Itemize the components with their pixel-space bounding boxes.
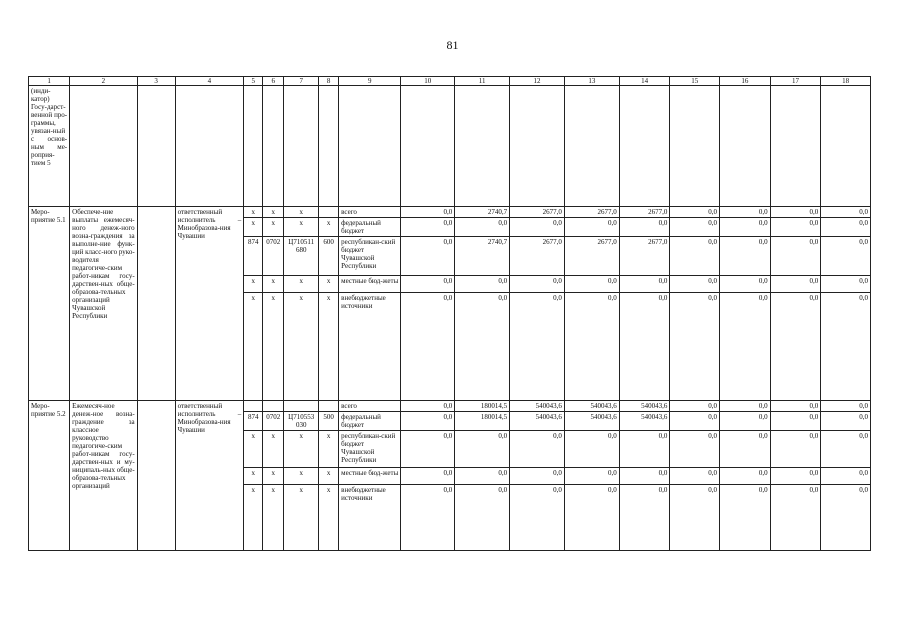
value-cell: 0,0 — [821, 412, 871, 431]
code-cell: х — [319, 431, 339, 468]
value-cell: 0,0 — [401, 207, 455, 218]
measure-col3 — [137, 401, 175, 551]
value-cell: 0,0 — [401, 237, 455, 276]
value-cell: 0,0 — [770, 431, 821, 468]
continuation-row — [29, 86, 871, 207]
value-cell: 0,0 — [510, 293, 565, 401]
value-cell: 0,0 — [720, 412, 771, 431]
code-cell: х — [284, 218, 319, 237]
code-cell: х — [263, 218, 284, 237]
value-cell: 0,0 — [770, 485, 821, 551]
code-cell: х — [284, 276, 319, 293]
value-cell: 0,0 — [670, 485, 720, 551]
header-cell: 13 — [564, 77, 619, 86]
value-cell: 0,0 — [564, 218, 619, 237]
measure-name: Меро-приятие 5.2 — [29, 401, 70, 551]
value-cell: 0,0 — [670, 237, 720, 276]
value-cell: 0,0 — [720, 207, 771, 218]
header-cell: 16 — [720, 77, 771, 86]
funding-source: местные бюд-жеты — [339, 468, 401, 485]
header-cell: 12 — [510, 77, 565, 86]
header-cell: 18 — [821, 77, 871, 86]
value-cell: 0,0 — [455, 276, 510, 293]
value-cell: 0,0 — [401, 218, 455, 237]
header-cell: 17 — [770, 77, 821, 86]
value-cell: 0,0 — [401, 412, 455, 431]
budget-table — [28, 76, 871, 551]
value-cell: 0,0 — [821, 485, 871, 551]
code-cell: х — [263, 468, 284, 485]
value-cell: 540043,6 — [510, 412, 565, 431]
value-cell: 0,0 — [619, 468, 670, 485]
code-cell — [319, 401, 339, 412]
measure-name: Меро-приятие 5.1 — [29, 207, 70, 401]
value-cell: 0,0 — [455, 293, 510, 401]
measure-row — [29, 207, 871, 218]
value-cell: 0,0 — [770, 218, 821, 237]
code-cell: х — [319, 468, 339, 485]
header-cell: 14 — [619, 77, 670, 86]
value-cell: 0,0 — [564, 276, 619, 293]
header-cell: 11 — [455, 77, 510, 86]
value-cell: 0,0 — [821, 276, 871, 293]
code-cell: 0702 — [263, 412, 284, 431]
value-cell: 0,0 — [720, 401, 771, 412]
value-cell: 540043,6 — [619, 401, 670, 412]
value-cell: 0,0 — [619, 431, 670, 468]
value-cell: 0,0 — [720, 468, 771, 485]
code-cell: х — [319, 218, 339, 237]
header-cell: 5 — [244, 77, 263, 86]
value-cell: 0,0 — [455, 218, 510, 237]
value-cell: 0,0 — [670, 207, 720, 218]
value-cell: 0,0 — [564, 485, 619, 551]
code-cell — [284, 401, 319, 412]
code-cell: х — [319, 276, 339, 293]
value-cell: 0,0 — [510, 485, 565, 551]
value-cell: 0,0 — [670, 276, 720, 293]
code-cell: х — [284, 207, 319, 218]
value-cell: 0,0 — [821, 401, 871, 412]
funding-source: внебюджетные источники — [339, 293, 401, 401]
value-cell: 0,0 — [510, 276, 565, 293]
value-cell: 2677,0 — [619, 237, 670, 276]
page-number: 81 — [446, 38, 459, 52]
code-cell: х — [263, 293, 284, 401]
value-cell: 0,0 — [455, 468, 510, 485]
value-cell: 0,0 — [510, 468, 565, 485]
code-cell: 0702 — [263, 237, 284, 276]
header-cell: 2 — [70, 77, 138, 86]
header-cell: 7 — [284, 77, 319, 86]
value-cell: 0,0 — [564, 293, 619, 401]
code-cell — [244, 401, 263, 412]
value-cell: 540043,6 — [510, 401, 565, 412]
value-cell: 0,0 — [401, 485, 455, 551]
funding-source: федеральный бюджет — [339, 412, 401, 431]
value-cell: 2677,0 — [510, 207, 565, 218]
value-cell: 2677,0 — [619, 207, 670, 218]
value-cell: 0,0 — [619, 293, 670, 401]
funding-source: внебюджетные источники — [339, 485, 401, 551]
value-cell: 0,0 — [770, 468, 821, 485]
code-cell: х — [244, 293, 263, 401]
code-cell: х — [244, 431, 263, 468]
code-cell: х — [319, 485, 339, 551]
code-cell: х — [263, 485, 284, 551]
value-cell: 0,0 — [770, 207, 821, 218]
code-cell: х — [263, 431, 284, 468]
value-cell: 0,0 — [821, 207, 871, 218]
funding-source: федеральный бюджет — [339, 218, 401, 237]
funding-source: республикан-ский бюджет Чувашской Республики — [339, 431, 401, 468]
value-cell: 0,0 — [821, 431, 871, 468]
value-cell: 0,0 — [770, 412, 821, 431]
code-cell: х — [284, 468, 319, 485]
measure-executor: ответственный исполнитель – Минобразова-ния Чувашии — [175, 207, 244, 401]
value-cell: 0,0 — [821, 468, 871, 485]
value-cell: 0,0 — [455, 431, 510, 468]
measure-description: Обеспече-ние выплаты ежемесяч-ного денеж-ного возна-граждения за выполне-ние функ-ций класс-ного руко-водителя педагогиче-ским работ-никам госу-дарствен-ных обще-образова-тельных организаций Чувашской Республики — [70, 207, 138, 401]
value-cell: 0,0 — [720, 293, 771, 401]
value-cell: 0,0 — [619, 485, 670, 551]
value-cell: 0,0 — [670, 412, 720, 431]
value-cell: 0,0 — [670, 218, 720, 237]
code-cell: х — [244, 468, 263, 485]
value-cell: 0,0 — [821, 293, 871, 401]
value-cell: 0,0 — [720, 485, 771, 551]
value-cell: 540043,6 — [564, 401, 619, 412]
value-cell: 0,0 — [455, 485, 510, 551]
value-cell: 2740,7 — [455, 207, 510, 218]
value-cell: 0,0 — [401, 431, 455, 468]
code-cell: х — [284, 431, 319, 468]
header-row — [29, 77, 871, 86]
value-cell: 540043,6 — [619, 412, 670, 431]
value-cell: 0,0 — [401, 276, 455, 293]
value-cell: 0,0 — [720, 237, 771, 276]
code-cell: 874 — [244, 237, 263, 276]
measure-description: Ежемесяч-ное денеж-ное возна-граждение за классное руководство педагогиче-ским работ-никам госу-дарствен-ных и му-ниципаль-ных обще-образова-тельных организаций — [70, 401, 138, 551]
value-cell: 0,0 — [670, 468, 720, 485]
value-cell: 0,0 — [720, 431, 771, 468]
value-cell: 0,0 — [770, 401, 821, 412]
value-cell: 540043,6 — [564, 412, 619, 431]
code-cell: 874 — [244, 412, 263, 431]
value-cell: 0,0 — [770, 276, 821, 293]
funding-source: республикан-ский бюджет Чувашской Республики — [339, 237, 401, 276]
code-cell: х — [244, 485, 263, 551]
code-cell: 500 — [319, 412, 339, 431]
value-cell: 0,0 — [670, 401, 720, 412]
value-cell: 2740,7 — [455, 237, 510, 276]
code-cell: х — [284, 485, 319, 551]
code-cell: х — [284, 293, 319, 401]
value-cell: 0,0 — [619, 276, 670, 293]
value-cell: 180014,5 — [455, 401, 510, 412]
code-cell — [319, 207, 339, 218]
value-cell: 0,0 — [670, 431, 720, 468]
header-cell: 15 — [670, 77, 720, 86]
code-cell: Ц710511 680 — [284, 237, 319, 276]
header-cell: 8 — [319, 77, 339, 86]
value-cell: 0,0 — [821, 218, 871, 237]
measure-col3 — [137, 207, 175, 401]
value-cell: 0,0 — [619, 218, 670, 237]
funding-source: всего — [339, 401, 401, 412]
header-cell: 6 — [263, 77, 284, 86]
code-cell: х — [263, 207, 284, 218]
header-cell: 3 — [137, 77, 175, 86]
code-cell: х — [244, 207, 263, 218]
header-cell: 9 — [339, 77, 401, 86]
header-cell: 1 — [29, 77, 70, 86]
header-cell: 10 — [401, 77, 455, 86]
code-cell: х — [319, 293, 339, 401]
code-cell: х — [263, 276, 284, 293]
value-cell: 0,0 — [670, 293, 720, 401]
value-cell: 2677,0 — [510, 237, 565, 276]
value-cell: 0,0 — [720, 218, 771, 237]
funding-source: всего — [339, 207, 401, 218]
code-cell: 600 — [319, 237, 339, 276]
value-cell: 0,0 — [770, 237, 821, 276]
value-cell: 0,0 — [821, 237, 871, 276]
value-cell: 180014,5 — [455, 412, 510, 431]
continuation-cell: (инди-катор) Госу-дарст-венной про-граммы, увязан-ный с основ-ным ме-роприя-тием 5 — [29, 86, 70, 207]
value-cell: 2677,0 — [564, 207, 619, 218]
header-cell: 4 — [175, 77, 244, 86]
measure-row — [29, 401, 871, 412]
funding-source: местные бюд-жеты — [339, 276, 401, 293]
code-cell: Ц710553 030 — [284, 412, 319, 431]
value-cell: 0,0 — [770, 293, 821, 401]
value-cell: 0,0 — [564, 468, 619, 485]
code-cell: х — [244, 218, 263, 237]
measure-executor: ответственный исполнитель – Минобразова-ния Чувашии — [175, 401, 244, 551]
value-cell: 0,0 — [510, 218, 565, 237]
code-cell: х — [244, 276, 263, 293]
value-cell: 0,0 — [510, 431, 565, 468]
value-cell: 0,0 — [401, 293, 455, 401]
code-cell — [263, 401, 284, 412]
value-cell: 0,0 — [720, 276, 771, 293]
value-cell: 0,0 — [401, 468, 455, 485]
value-cell: 0,0 — [564, 431, 619, 468]
value-cell: 0,0 — [401, 401, 455, 412]
value-cell: 2677,0 — [564, 237, 619, 276]
